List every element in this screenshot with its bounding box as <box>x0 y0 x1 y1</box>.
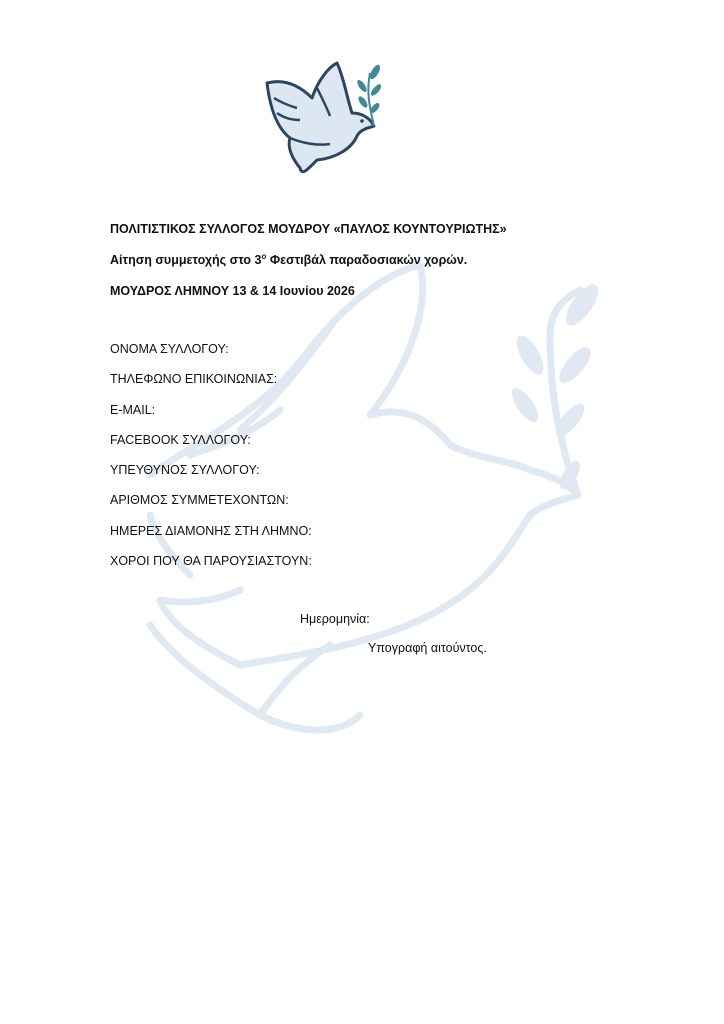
field-participants-count: ΑΡΙΘΜΟΣ ΣΥΜΜΕΤΕΧΟΝΤΩΝ: <box>110 493 289 508</box>
application-title-prefix: Αίτηση συμμετοχής στο 3 <box>110 253 262 267</box>
signature-label: Υπογραφή αιτούντος. <box>368 641 487 655</box>
date-label: Ημερομηνία: <box>300 612 370 626</box>
association-title: ΠΟΛΙΤΙΣΤΙΚΟΣ ΣΥΛΛΟΓΟΣ ΜΟΥΔΡΟΥ «ΠΑΥΛΟΣ ΚΟΥΝΤΟΥΡΙΩΤΗΣ» <box>110 222 507 236</box>
field-stay-days: ΗΜΕΡΕΣ ΔΙΑΜΟΝΗΣ ΣΤΗ ΛΗΜΝΟ: <box>110 523 312 538</box>
application-title <box>110 253 467 267</box>
field-responsible-person: ΥΠΕΥΘΥΝΟΣ ΣΥΛΛΟΓΟΥ: <box>110 463 260 478</box>
event-title: ΜΟΥΔΡΟΣ ΛΗΜΝΟΥ 13 & 14 Ιουνίου 2026 <box>110 284 355 298</box>
field-dances: ΧΟΡΟΙ ΠΟΥ ΘΑ ΠΑΡΟΥΣΙΑΣΤΟΥΝ: <box>110 554 312 569</box>
field-facebook: FACEBOOK ΣΥΛΛΟΓΟΥ: <box>110 432 251 447</box>
form-fields <box>110 341 312 583</box>
field-email: E-MAIL: <box>110 402 156 417</box>
dove-with-olive-branch-icon <box>262 58 392 178</box>
field-association-name: ΟΝΟΜΑ ΣΥΛΛΟΓΟΥ: <box>110 342 229 356</box>
application-title-suffix: Φεστιβάλ παραδοσιακών χορών. <box>266 253 468 267</box>
ordinal-superscript: ο <box>261 251 267 261</box>
field-contact-phone: ΤΗΛΕΦΩΝΟ ΕΠΙΚΟΙΝΩΝΙΑΣ: <box>110 372 278 387</box>
